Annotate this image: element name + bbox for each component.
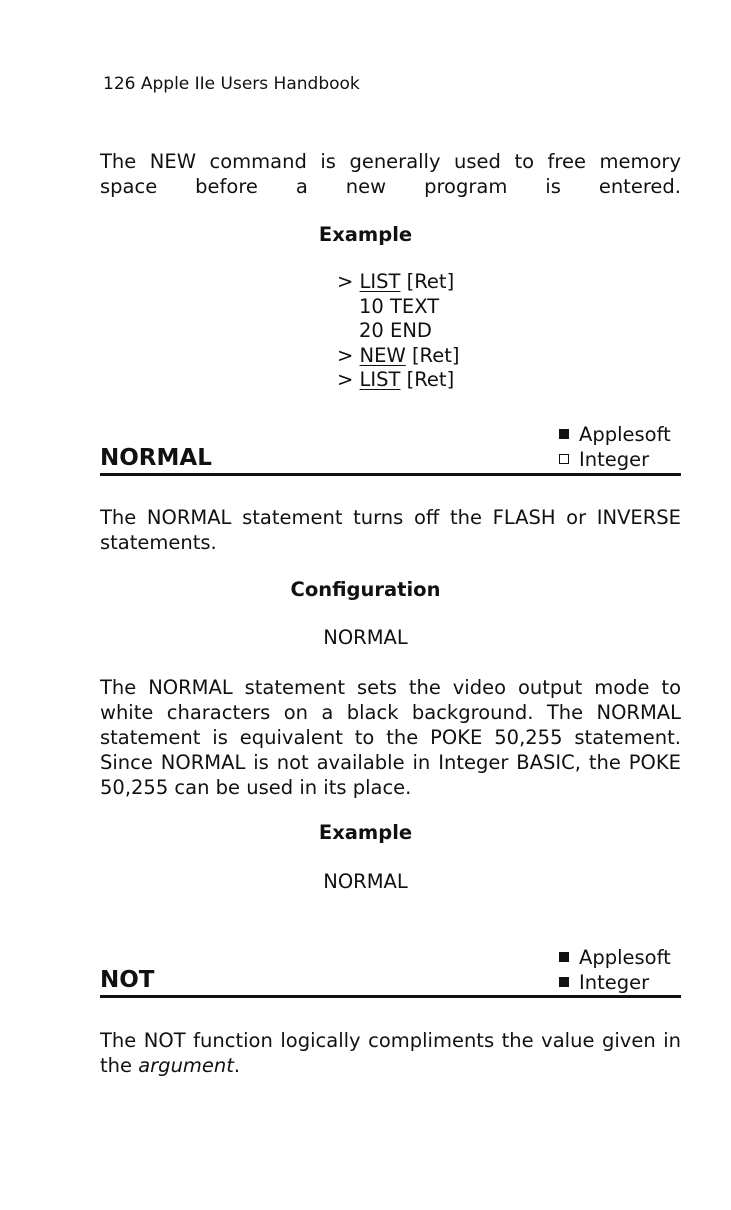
section-divider — [100, 995, 681, 998]
not-availability — [559, 945, 671, 995]
section-divider — [100, 473, 681, 476]
section-title-normal: NORMAL — [100, 445, 212, 471]
filled-square-icon — [559, 429, 569, 439]
availability-applesoft: Applesoft — [559, 422, 671, 447]
filled-square-icon — [559, 977, 569, 987]
code-line: > LIST [Ret] — [337, 368, 455, 391]
book-title: Apple IIe Users Handbook — [140, 74, 360, 94]
code-line: 20 END — [359, 319, 432, 342]
page-number: 126 — [103, 74, 136, 94]
code-line: 10 TEXT — [359, 294, 440, 318]
configuration-heading: Configuration — [290, 578, 441, 601]
argument-term: argument — [138, 1054, 234, 1077]
hollow-square-icon — [559, 454, 569, 464]
configuration-text: NORMAL — [323, 626, 408, 649]
code-example — [337, 270, 459, 393]
running-header — [103, 74, 360, 94]
code-line: > LIST [Ret] — [337, 270, 455, 293]
section-title-not: NOT — [100, 967, 155, 993]
example-text: NORMAL — [323, 870, 408, 893]
availability-integer: Integer — [559, 447, 671, 472]
availability-integer: Integer — [559, 970, 671, 995]
example-heading: Example — [318, 223, 413, 246]
normal-availability — [559, 422, 671, 472]
availability-applesoft: Applesoft — [559, 945, 671, 970]
normal-body: The NORMAL statement sets the video output mode to white characters on a black background. The NORMAL statement is equivalent to the POKE 50,255 statement. Since NORMAL is not available in Integer BASIC, the POKE 50,255 can be used in its place. — [100, 676, 681, 799]
code-line: > NEW [Ret] — [337, 343, 460, 367]
filled-square-icon — [559, 952, 569, 962]
new-command-paragraph: The NEW command is generally used to free memory space before a new program is entered. — [100, 150, 681, 198]
not-body: The NOT function logically compliments the value given in the argument. — [100, 1029, 681, 1077]
example-heading: Example — [318, 821, 413, 844]
normal-description: The NORMAL statement turns off the FLASH or INVERSE statements. — [100, 506, 681, 554]
